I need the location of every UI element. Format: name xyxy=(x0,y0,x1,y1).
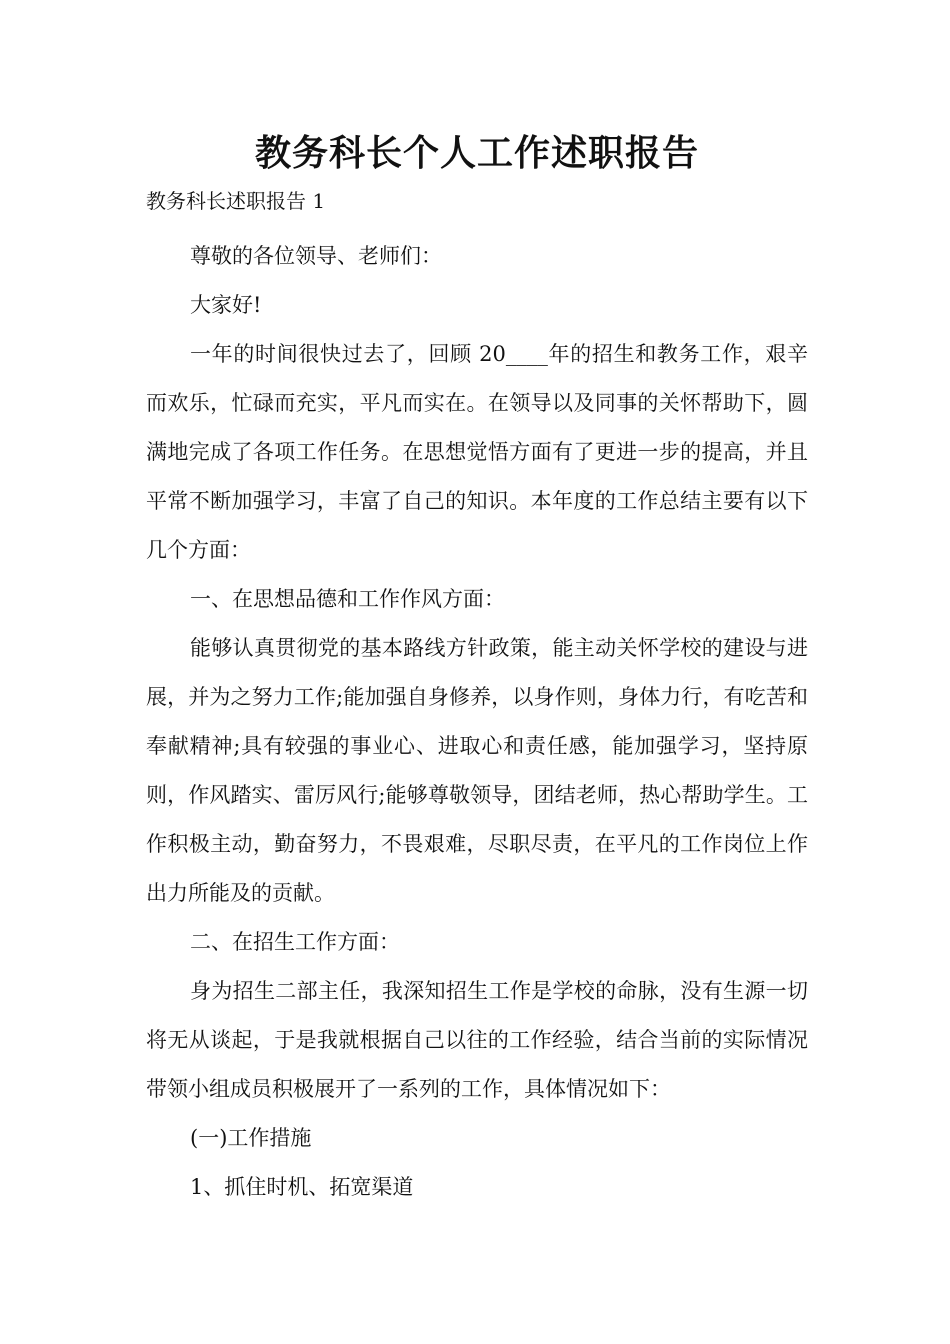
subsection-heading: (一)工作措施 xyxy=(190,1126,312,1150)
greeting-paragraph: 大家好! xyxy=(190,293,262,317)
document-subtitle: 教务科长述职报告 1 xyxy=(146,189,326,213)
section-2-paragraph: 身为招生二部主任，我深知招生工作是学校的命脉，没有生源一切将无从谈起，于是我就根据自己以往的工作经验，结合当前的实际情况带领小组成员积极展开了一系列的工作，具体情况如下： xyxy=(146,979,808,1101)
salutation-paragraph: 尊敬的各位领导、老师们： xyxy=(190,244,442,268)
section-1-paragraph: 能够认真贯彻党的基本路线方针政策，能主动关怀学校的建设与进展，并为之努力工作;能加强自身修养，以身作则，身体力行，有吃苦和奉献精神;具有较强的事业心、进取心和责任感，能加强学习，坚持原则，作风踏实、雷厉风行;能够尊敬领导，团结老师，热心帮助学生。工作积极主动，勤奋努力，不畏艰难，尽职尽责，在平凡的工作岗位上作出力所能及的贡献。 xyxy=(146,636,808,905)
intro-paragraph: 一年的时间很快过去了，回顾 20____年的招生和教务工作，艰辛而欢乐，忙碌而充实，平凡而实在。在领导以及同事的关怀帮助下，圆满地完成了各项工作任务。在思想觉悟方面有了更进一步的提高，并且平常不断加强学习，丰富了自己的知识。本年度的工作总结主要有以下几个方面： xyxy=(146,342,808,562)
section-heading-1: 一、在思想品德和工作作风方面： xyxy=(190,587,505,611)
section-heading-2: 二、在招生工作方面： xyxy=(190,930,400,954)
list-item-heading: 1、抓住时机、拓宽渠道 xyxy=(190,1175,414,1199)
document-title: 教务科长个人工作述职报告 xyxy=(254,132,699,174)
document-body xyxy=(146,232,808,1212)
